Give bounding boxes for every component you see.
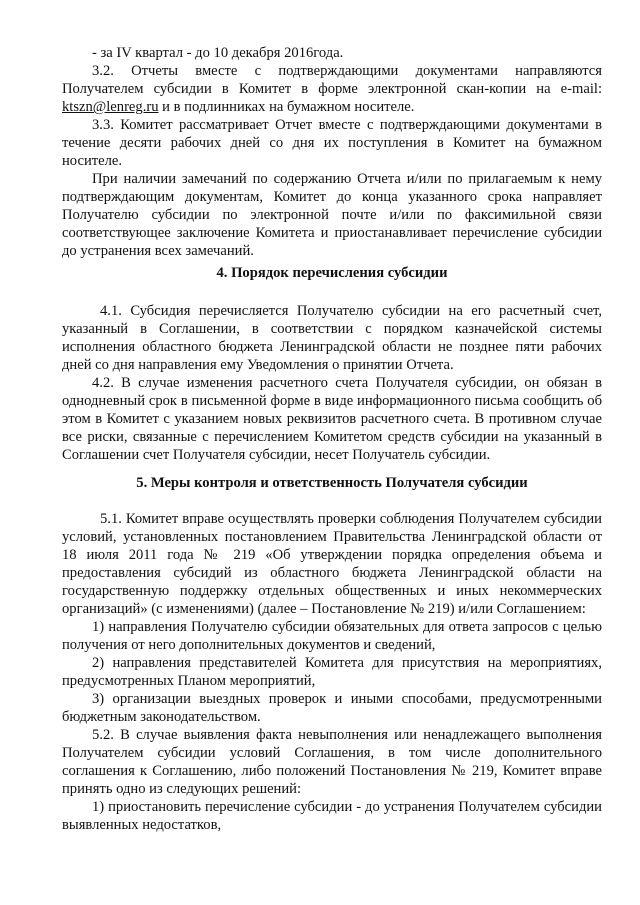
- paragraph-q4-deadline: - за IV квартал - до 10 декабря 2016года.: [92, 45, 344, 61]
- paragraph-4-2: 4.2. В случае изменения расчетного счета Получателя субсидии, он обязан в однодневный срок в письменной форме в виде информационного письма сообщить об этом в Комитет с указанием новых реквизитов расчетного счета. В противном случае все риски, связанные с перечислением Комитетом средств субсидии на указанный в Соглашении счет Получателя субсидии, несет Получатель субсидии.: [62, 375, 602, 463]
- paragraph-5-2: 5.2. В случае выявления факта невыполнения или ненадлежащего выполнения Получателем субсидии условий Соглашения, в том числе дополнительного соглашения к Соглашению, либо положений Постановления № 219, Комитет вправе принять одно из следующих решений:: [62, 727, 602, 797]
- section-4-heading: 4. Порядок перечисления субсидии: [216, 265, 448, 281]
- paragraph-3-3: 3.3. Комитет рассматривает Отчет вместе с подтверждающими документами в течение десяти рабочих дней со дня их поступления в Комитет на бумажном носителе.: [62, 117, 602, 169]
- list-item-5-2-1: 1) приостановить перечисление субсидии - до устранения Получателем субсидии выявленных недостатков,: [62, 799, 602, 833]
- paragraph-3-2: [62, 62, 602, 116]
- paragraph-3-2-tail: и в подлинниках на бумажном носителе.: [158, 99, 415, 115]
- email-link[interactable]: ktszn@lenreg.ru: [62, 99, 159, 115]
- paragraph-5-1: 5.1. Комитет вправе осуществлять проверки соблюдения Получателем субсидии условий, установленных постановлением Правительства Ленинградской области от 18 июля 2011 года № 219 «Об утверждении порядка определения объема и предоставления субсидий из областного бюджета Ленинградской области на государственную поддержку отдельных общественных и иных некоммерческих организаций» (с изменениями) (далее – Постановление № 219) и/или Соглашением:: [62, 511, 602, 617]
- list-item-5-1-2: 2) направления представителей Комитета для присутствия на мероприятиях, предусмотренных Планом мероприятий,: [62, 655, 602, 689]
- section-5-heading: 5. Меры контроля и ответственность Получателя субсидии: [136, 475, 528, 491]
- paragraph-remarks: При наличии замечаний по содержанию Отчета и/или по прилагаемым к нему подтверждающим документам, Комитет до конца указанного срока направляет Получателю субсидии по электронной почте и/или по факсимильной связи соответствующее заключение Комитета и приостанавливает перечисление субсидии до устранения всех замечаний.: [62, 171, 602, 259]
- paragraph-3-2-text: 3.2. Отчеты вместе с подтверждающими документами направляются Получателем субсидии в Комитет в форме электронной скан-копии на e-mail:: [62, 63, 602, 97]
- list-item-5-1-3: 3) организации выездных проверок и иными способами, предусмотренными бюджетным законодательством.: [62, 691, 602, 725]
- list-item-5-1-1: 1) направления Получателю субсидии обязательных для ответа запросов с целью получения от него дополнительных документов и сведений,: [62, 619, 602, 653]
- paragraph-4-1: 4.1. Субсидия перечисляется Получателю субсидии на его расчетный счет, указанный в Соглашении, в соответствии с порядком казначейской системы исполнения областного бюджета Ленинградской области не позднее пяти рабочих дней со дня направления ему Уведомления о принятии Отчета.: [62, 303, 602, 373]
